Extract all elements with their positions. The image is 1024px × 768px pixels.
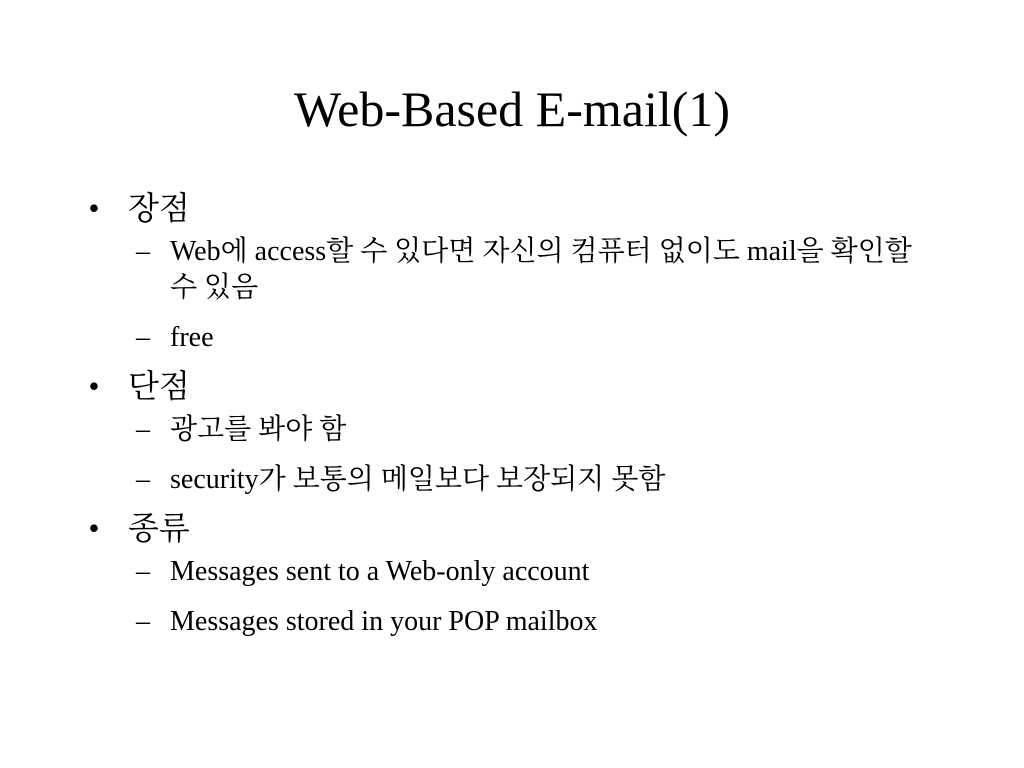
bullet-disadvantages bbox=[84, 360, 944, 412]
sub-mark: – bbox=[136, 556, 150, 587]
bullet-mark: • bbox=[88, 510, 100, 546]
sub-item bbox=[84, 462, 944, 498]
bullet-advantages bbox=[84, 182, 944, 234]
bullet-heading: 단점 bbox=[128, 368, 190, 404]
bullet-heading: 장점 bbox=[128, 190, 190, 226]
sub-item-text: Messages stored in your POP mailbox bbox=[170, 606, 598, 637]
sub-mark: – bbox=[136, 322, 150, 353]
sub-item-text: Messages sent to a Web-only account bbox=[170, 556, 590, 587]
sub-item bbox=[84, 412, 944, 448]
sub-mark: – bbox=[136, 464, 150, 495]
sub-mark: – bbox=[136, 414, 150, 445]
sub-item-text: free bbox=[170, 322, 214, 353]
bullet-mark: • bbox=[88, 368, 100, 404]
sub-item bbox=[84, 604, 944, 640]
sub-item-text: 광고를 봐야 함 bbox=[170, 414, 347, 445]
sub-item-text: security가 보통의 메일보다 보장되지 못함 bbox=[170, 464, 666, 495]
bullet-types bbox=[84, 502, 944, 554]
sub-item bbox=[84, 554, 944, 590]
sub-item bbox=[84, 234, 944, 306]
bullet-list bbox=[84, 182, 944, 654]
slide-title: Web-Based E-mail(1) bbox=[293, 81, 731, 137]
sub-mark: – bbox=[136, 606, 150, 637]
sub-item bbox=[84, 320, 944, 356]
bullet-heading: 종류 bbox=[128, 510, 190, 546]
sub-mark: – bbox=[136, 236, 150, 267]
bullet-mark: • bbox=[88, 190, 100, 226]
sub-item-text: Web에 access할 수 있다면 자신의 컴퓨터 없이도 mail을 확인할 수 있음 bbox=[170, 236, 912, 303]
